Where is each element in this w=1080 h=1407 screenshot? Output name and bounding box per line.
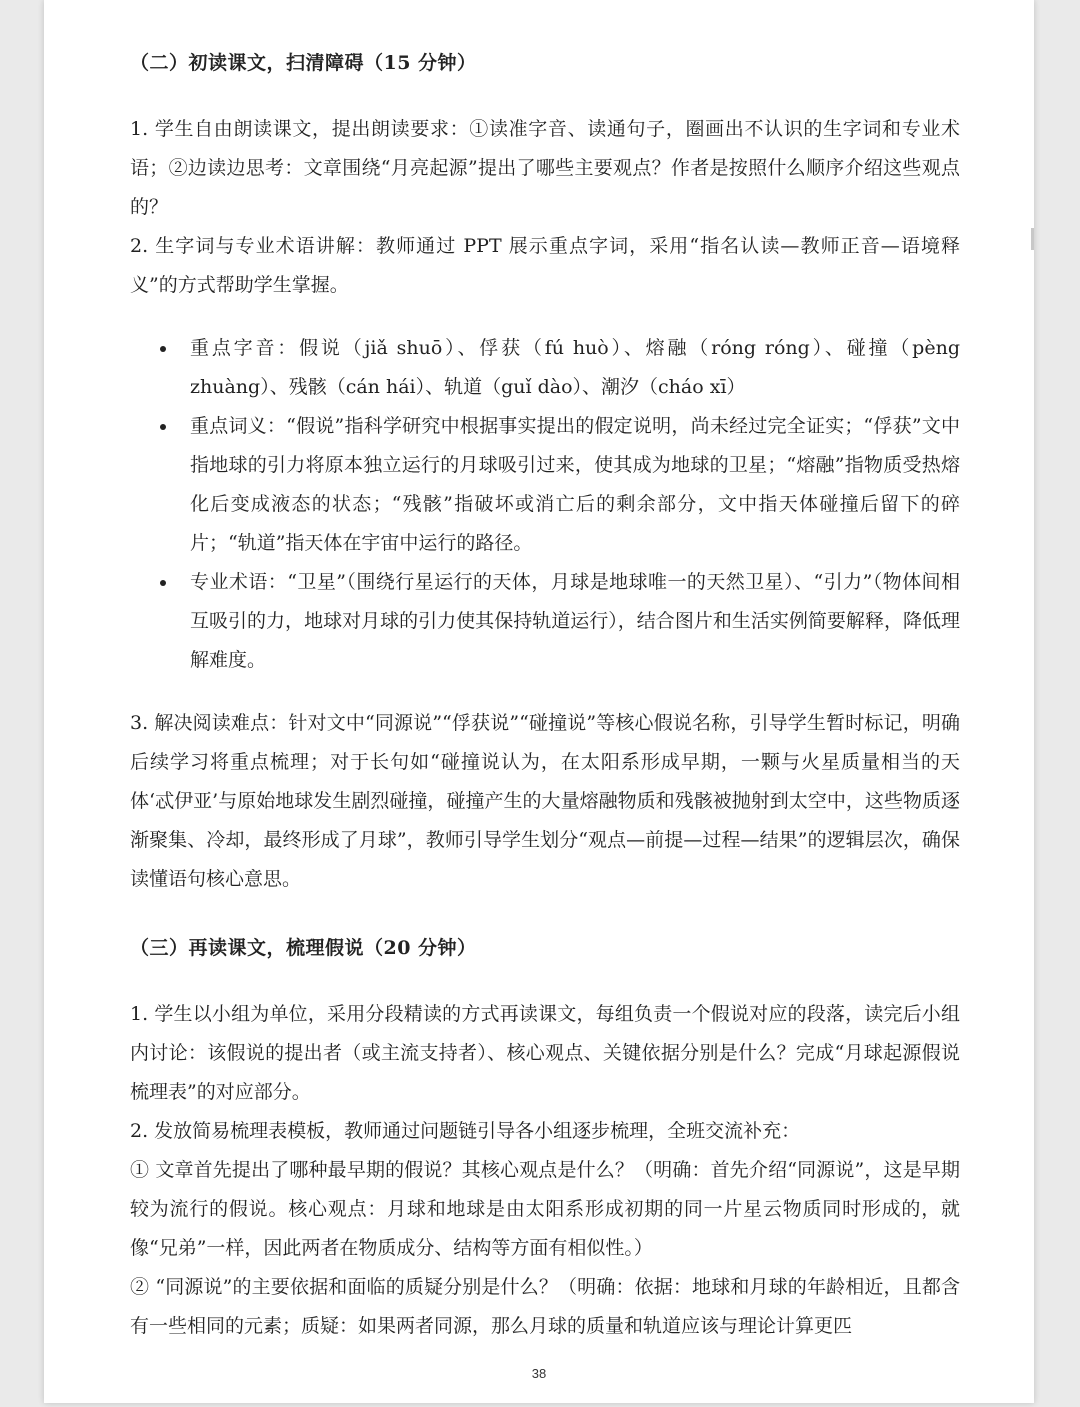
paragraph-vocabulary-explanation: 2. 生字词与专业术语讲解：教师通过 PPT 展示重点字词，采用“指名认读—教师正音—语境释义”的方式帮助学生掌握。 bbox=[130, 235, 960, 296]
list-item-terminology bbox=[190, 563, 960, 680]
list-item-text: 重点词义：“假说”指科学研究中根据事实提出的假定说明，尚未经过完全证实；“俘获”文中指地球的引力将原本独立运行的月球吸引过来，使其成为地球的卫星；“熔融”指物质受热熔化后变成液态的状态；“残骸”指破坏或消亡后的剩余部分，文中指天体碰撞后留下的碎片；“轨道”指天体在宇宙中运行的路径。 bbox=[190, 415, 960, 554]
paragraph-template: 2. 发放简易梳理表模板，教师通过问题链引导各小组逐步梳理，全班交流补充： bbox=[130, 1120, 801, 1142]
document-page bbox=[44, 0, 1034, 1403]
paragraph-question-2: ② “同源说”的主要依据和面临的质疑分别是什么？（明确：依据：地球和月球的年龄相近，且都含有一些相同的元素；质疑：如果两者同源，那么月球的质量和轨道应该与理论计算更匹 bbox=[130, 1276, 960, 1337]
key-points-list bbox=[130, 329, 960, 680]
paragraph-question-1: ① 文章首先提出了哪种最早期的假说？其核心观点是什么？（明确：首先介绍“同源说”，这是早期较为流行的假说。核心观点：月球和地球是由太阳系形成初期的同一片星云物质同时形成的，就像“兄弟”一样，因此两者在物质成分、结构等方面有相似性。） bbox=[130, 1159, 960, 1259]
page-edge-mark bbox=[1031, 228, 1034, 250]
bullet-icon bbox=[160, 346, 166, 352]
section-heading-2: （二）初读课文，扫清障碍（15 分钟） bbox=[130, 52, 477, 74]
page-number: 38 bbox=[531, 1366, 547, 1381]
bullet-icon bbox=[160, 580, 166, 586]
paragraph-group-reading: 1. 学生以小组为单位，采用分段精读的方式再读课文，每组负责一个假说对应的段落，读完后小组内讨论：该假说的提出者（或主流支持者）、核心观点、关键依据分别是什么？完成“月球起源假说梳理表”的对应部分。 bbox=[130, 1003, 960, 1103]
list-item-pronunciation bbox=[190, 329, 960, 407]
paragraph-reading-requirements: 1. 学生自由朗读课文，提出朗读要求：①读准字音、读通句子，圈画出不认识的生字词和专业术语；②边读边思考：文章围绕“月亮起源”提出了哪些主要观点？作者是按照什么顺序介绍这些观点的？ bbox=[130, 118, 960, 218]
paragraph-reading-difficulties: 3. 解决阅读难点：针对文中“同源说”“俘获说”“碰撞说”等核心假说名称，引导学生暂时标记，明确后续学习将重点梳理；对于长句如“碰撞说认为，在太阳系形成早期，一颗与火星质量相当的天体‘忒伊亚’与原始地球发生剧烈碰撞，碰撞产生的大量熔融物质和残骸被抛射到太空中，这些物质逐渐聚集、冷却，最终形成了月球”，教师引导学生划分“观点—前提—过程—结果”的逻辑层次，确保读懂语句核心意思。 bbox=[130, 712, 960, 890]
list-item-text: 专业术语：“卫星”（围绕行星运行的天体，月球是地球唯一的天然卫星）、“引力”（物体间相互吸引的力，地球对月球的引力使其保持轨道运行），结合图片和生活实例简要解释，降低理解难度。 bbox=[190, 571, 960, 671]
section-heading-3: （三）再读课文，梳理假说（20 分钟） bbox=[130, 937, 477, 959]
page-content bbox=[130, 38, 960, 1346]
bullet-icon bbox=[160, 424, 166, 430]
list-item-text: 重点字音：假说（jiǎ shuō）、俘获（fú huò）、熔融（róng róng）、碰撞（pèng zhuàng）、残骸（cán hái）、轨道（guǐ dào）、潮汐（cháo xī） bbox=[190, 337, 960, 398]
list-item-word-meaning bbox=[190, 407, 960, 563]
